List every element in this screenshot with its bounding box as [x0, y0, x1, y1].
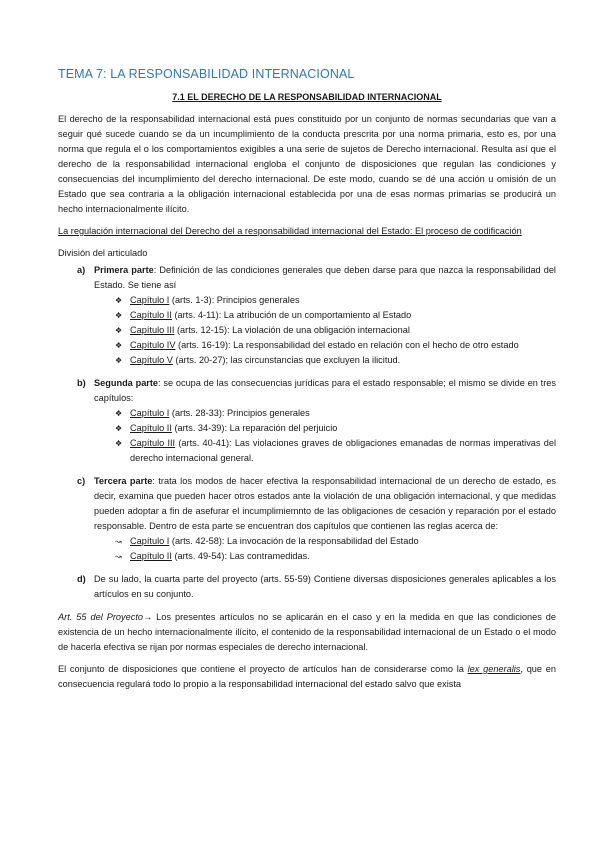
part-d: [58, 572, 556, 602]
section-title: 7.1 EL DERECHO DE LA RESPONSABILIDAD INTERNACIONAL: [172, 92, 442, 102]
squiggle-arrow-icon: ↝: [115, 552, 122, 561]
closing-paragraph: [58, 662, 556, 692]
chapter-desc: (arts. 49-54): Las contramedidas.: [171, 551, 310, 561]
list-item: [94, 353, 556, 368]
chapter-link: Capítulo I: [130, 408, 170, 418]
squiggle-arrow-icon: ↝: [115, 537, 122, 546]
list-item: [94, 293, 556, 308]
part-b: [58, 376, 556, 466]
chapter-link: Capítulo III: [130, 438, 176, 448]
list-item: [94, 406, 556, 421]
part-d-text: De su lado, la cuarta parte del proyecto (arts. 55-59) Contiene diversas disposiciones generales aplicables a los artículos en su conjunto.: [94, 574, 556, 599]
division-heading: División del articulado: [58, 248, 148, 258]
chapter-desc: (arts. 28-33): Principios generales: [169, 408, 310, 418]
list-item: [94, 308, 556, 323]
part-c-chapter-list: [94, 534, 556, 564]
list-item: [94, 436, 556, 466]
art55-reference: Art. 55 del Proyecto: [58, 612, 143, 622]
part-b-chapter-list: [94, 406, 556, 466]
part-a: [58, 263, 556, 368]
list-item: [94, 534, 556, 549]
chapter-link: Capítulo V: [130, 355, 173, 365]
part-c-label: c): [77, 476, 86, 486]
chapter-desc: (arts. 20-27); las circunstancias que excluyen la ilicitud.: [172, 355, 401, 365]
part-c-desc: : trata los modos de hacer efectiva la responsabilidad internacional de un derecho de estado, es decir, examina que pueden hacer otros estados ante la violación de una obligación internacional, y que medidas pueden adoptar a fin de asefurar el incumplimiemnto de las obligaciones de cesación y reparación por el estado responsable. Dentro de esta parte se encuentran dos capítulos que contienen las reglas acerca de:: [94, 476, 556, 531]
chapter-desc: (arts. 4-11): La atribución de un comportamiento al Estado: [171, 310, 412, 320]
diamond-bullet-icon: ❖: [115, 409, 123, 418]
diamond-bullet-icon: ❖: [115, 311, 123, 320]
chapter-desc: (arts. 16-19): La responsabilidad del estado en relación con el hecho de otro estado: [175, 340, 519, 350]
chapter-link: Capítulo II: [130, 310, 172, 320]
chapter-desc: (arts. 34-39): La reparación del perjuicio: [171, 423, 338, 433]
part-a-chapter-list: [94, 293, 556, 368]
diamond-bullet-icon: ❖: [115, 296, 123, 305]
diamond-bullet-icon: ❖: [115, 356, 123, 365]
diamond-bullet-icon: ❖: [115, 439, 123, 448]
part-b-desc: : se ocupa de las consecuencias jurídicas para el estado responsable; el mismo se divide en tres capítulos:: [94, 378, 556, 403]
codification-heading: La regulación internacional del Derecho del a responsabilidad internacional del Estado: El proceso de codificación: [58, 226, 522, 236]
list-item: [94, 421, 556, 436]
chapter-link: Capítulo II: [130, 551, 172, 561]
chapter-link: Capítulo II: [130, 423, 172, 433]
part-d-label: d): [77, 574, 86, 584]
lex-generalis-term: lex generalis: [467, 664, 521, 674]
chapter-desc: (arts. 1-3): Principios generales: [169, 295, 300, 305]
part-a-title: Primera parte: [94, 265, 154, 275]
part-b-title: Segunda parte: [94, 378, 159, 388]
diamond-bullet-icon: ❖: [115, 341, 123, 350]
list-item: [94, 323, 556, 338]
part-b-text: [94, 376, 556, 406]
part-c-text: [94, 474, 556, 534]
part-c: [58, 474, 556, 564]
chapter-link: Capítulo I: [130, 536, 170, 546]
intro-paragraph: El derecho de la responsabilidad internacional está pues constituido por un conjunto de normas secundarias que van a seguir qué sucede cuando se da un incumplimiento de la conducta prescrita por una norma primaria, esto es, por una norma que regula el o los comportamientos exigibles a una serie de sujetos de Derecho internacional. Resulta así que el derecho de la responsabilidad internacional engloba el conjunto de disposiciones que regulan las condiciones y consecuencias del incumplimiento del derecho internacional. De este modo, cuando se dé una acción u omisión de un Estado que sea contraria a la obligación internacional establecida por una de esas normas primarias se producirá un hecho internacionalmente ilícito.: [58, 114, 556, 214]
part-a-label: a): [77, 265, 86, 275]
chapter-link: Capítulo III: [130, 325, 175, 335]
art55-paragraph: [58, 610, 556, 655]
art55-text: Los presentes artículos no se aplicarán en el caso y en la medida en que las condiciones de existencia de un hecho internacionalmente ilícito, el contenido de la responsabilidad internacional de un Estado o el modo de hacerla efectiva se rijan por normas especiales de derecho internacional.: [58, 612, 556, 652]
list-item: [94, 549, 556, 564]
diamond-bullet-icon: ❖: [115, 326, 123, 335]
chapter-link: Capítulo IV: [130, 340, 176, 350]
diamond-bullet-icon: ❖: [115, 424, 123, 433]
part-b-label: b): [77, 378, 86, 388]
document-title: TEMA 7: LA RESPONSABILIDAD INTERNACIONAL: [58, 67, 355, 81]
document-page: [58, 66, 556, 699]
chapter-link: Capítulo I: [130, 295, 170, 305]
chapter-desc: (arts. 42-58): La invocación de la responsabilidad del Estado: [169, 536, 419, 546]
chapter-desc: (arts. 40-41): Las violaciones graves de obligaciones emanadas de normas imperativas del derecho internacional general.: [130, 438, 556, 463]
part-a-text: [94, 263, 556, 293]
part-a-desc: : Definición de las condiciones generales que deben darse para que nazca la responsabilidad del Estado. Se tiene así: [94, 265, 556, 290]
arrow-icon: →: [143, 612, 153, 622]
list-item: [94, 338, 556, 353]
closing-after: , que en consecuencia regulará todo lo propio a la responsabilidad internacional del estado salvo que exista: [58, 664, 556, 689]
chapter-desc: (arts. 12-15): La violación de una obligación internacional: [174, 325, 410, 335]
closing-before: El conjunto de disposiciones que contiene el proyecto de artículos han de considerarse como la: [58, 664, 468, 674]
part-c-title: Tercera parte: [94, 476, 153, 486]
